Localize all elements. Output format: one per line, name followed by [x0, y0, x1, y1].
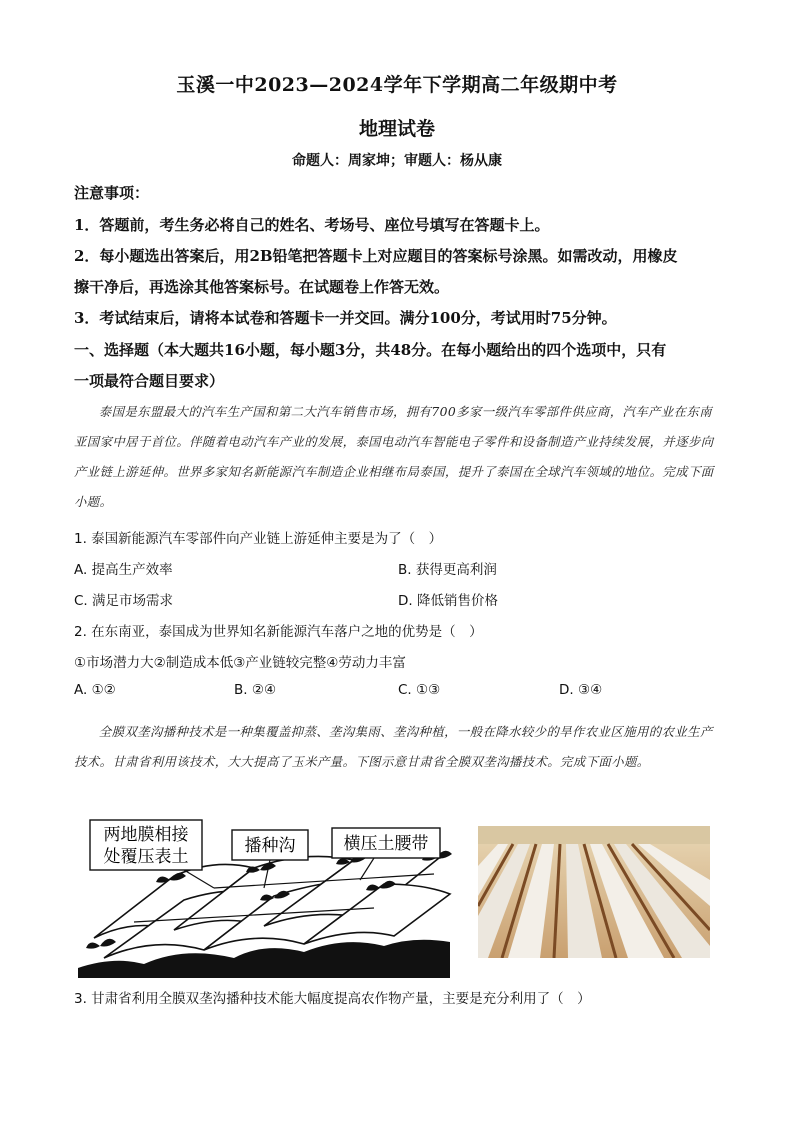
- field-photo: [478, 826, 710, 958]
- question-1-option-d: D. 降低销售价格: [398, 593, 498, 609]
- note-item-1: 1．答题前，考生务必将自己的姓名、考场号、座位号填写在答题卡上。: [74, 216, 550, 234]
- question-1-stem: 1. 泰国新能源汽车零部件向产业链上游延伸主要是为了（ ）: [74, 531, 443, 547]
- passage-mulching: 全膜双垄沟播种技术是一种集覆盖抑蒸、垄沟集雨、垄沟种植，一般在降水较少的旱作农业区施用的农业生产技术。甘肃省利用该技术，大大提高了玉米产量。下图示意甘肃省全膜双垄沟播技术。完成下面小题。: [74, 724, 713, 769]
- question-2-option-c: C. ①③: [398, 682, 441, 698]
- question-2-option-b: B. ②④: [234, 682, 277, 698]
- label-film-joint-2: 处覆压表土: [103, 847, 189, 867]
- question-2-choices: ①市场潜力大②制造成本低③产业链较完整④劳动力丰富: [74, 655, 406, 671]
- question-1-option-c: C. 满足市场需求: [74, 593, 174, 609]
- question-3-stem: 3. 甘肃省利用全膜双垄沟播种技术能大幅度提高农作物产量，主要是充分利用了（ ）: [74, 991, 591, 1007]
- notes-heading: 注意事项：: [74, 184, 150, 202]
- question-2-option-d: D. ③④: [559, 682, 603, 698]
- question-1-option-a: A. 提高生产效率: [74, 562, 173, 578]
- note-item-3: 3．考试结束后，请将本试卷和答题卡一并交回。满分100分，考试用时75分钟。: [74, 309, 617, 327]
- exam-subtitle: 地理试卷: [358, 118, 435, 140]
- note-item-2-cont: 擦干净后，再选涂其他答案标号。在试题卷上作答无效。: [74, 278, 450, 296]
- question-1-option-b: B. 获得更高利润: [398, 562, 497, 578]
- question-2-stem: 2. 在东南亚，泰国成为世界知名新能源汽车落户之地的优势是（ ）: [74, 624, 483, 640]
- label-soil-belt: 横压土腰带: [343, 834, 429, 854]
- label-film-joint-1: 两地膜相接: [103, 825, 189, 845]
- section-heading-line1: 一、选择题（本大题共16小题，每小题3分，共48分。在每小题给出的四个选项中，只有: [74, 341, 667, 359]
- mulching-diagram: [74, 818, 454, 978]
- section-heading-line2: 一项最符合题目要求）: [74, 372, 225, 390]
- passage-thailand: 泰国是东盟最大的汽车生产国和第二大汽车销售市场，拥有700多家一级汽车零部件供应商，汽车产业在东南亚国家中居于首位。伴随着电动汽车产业的发展，泰国电动汽车智能电子零件和设备制造产业持续发展，并逐步向产业链上游延伸。世界多家知名新能源汽车制造企业相继布局泰国，提升了泰国在全球汽车领域的地位。完成下面小题。: [74, 404, 714, 509]
- exam-title: 玉溪一中2023—2024学年下学期高二年级期中考: [176, 74, 618, 96]
- exam-authors: 命题人：周家坤；审题人：杨从康: [292, 153, 502, 169]
- question-2-option-a: A. ①②: [74, 682, 116, 698]
- label-sowing-furrow: 播种沟: [244, 836, 296, 856]
- note-item-2: 2．每小题选出答案后，用2B铅笔把答题卡上对应题目的答案标号涂黑。如需改动，用橡皮: [74, 247, 678, 265]
